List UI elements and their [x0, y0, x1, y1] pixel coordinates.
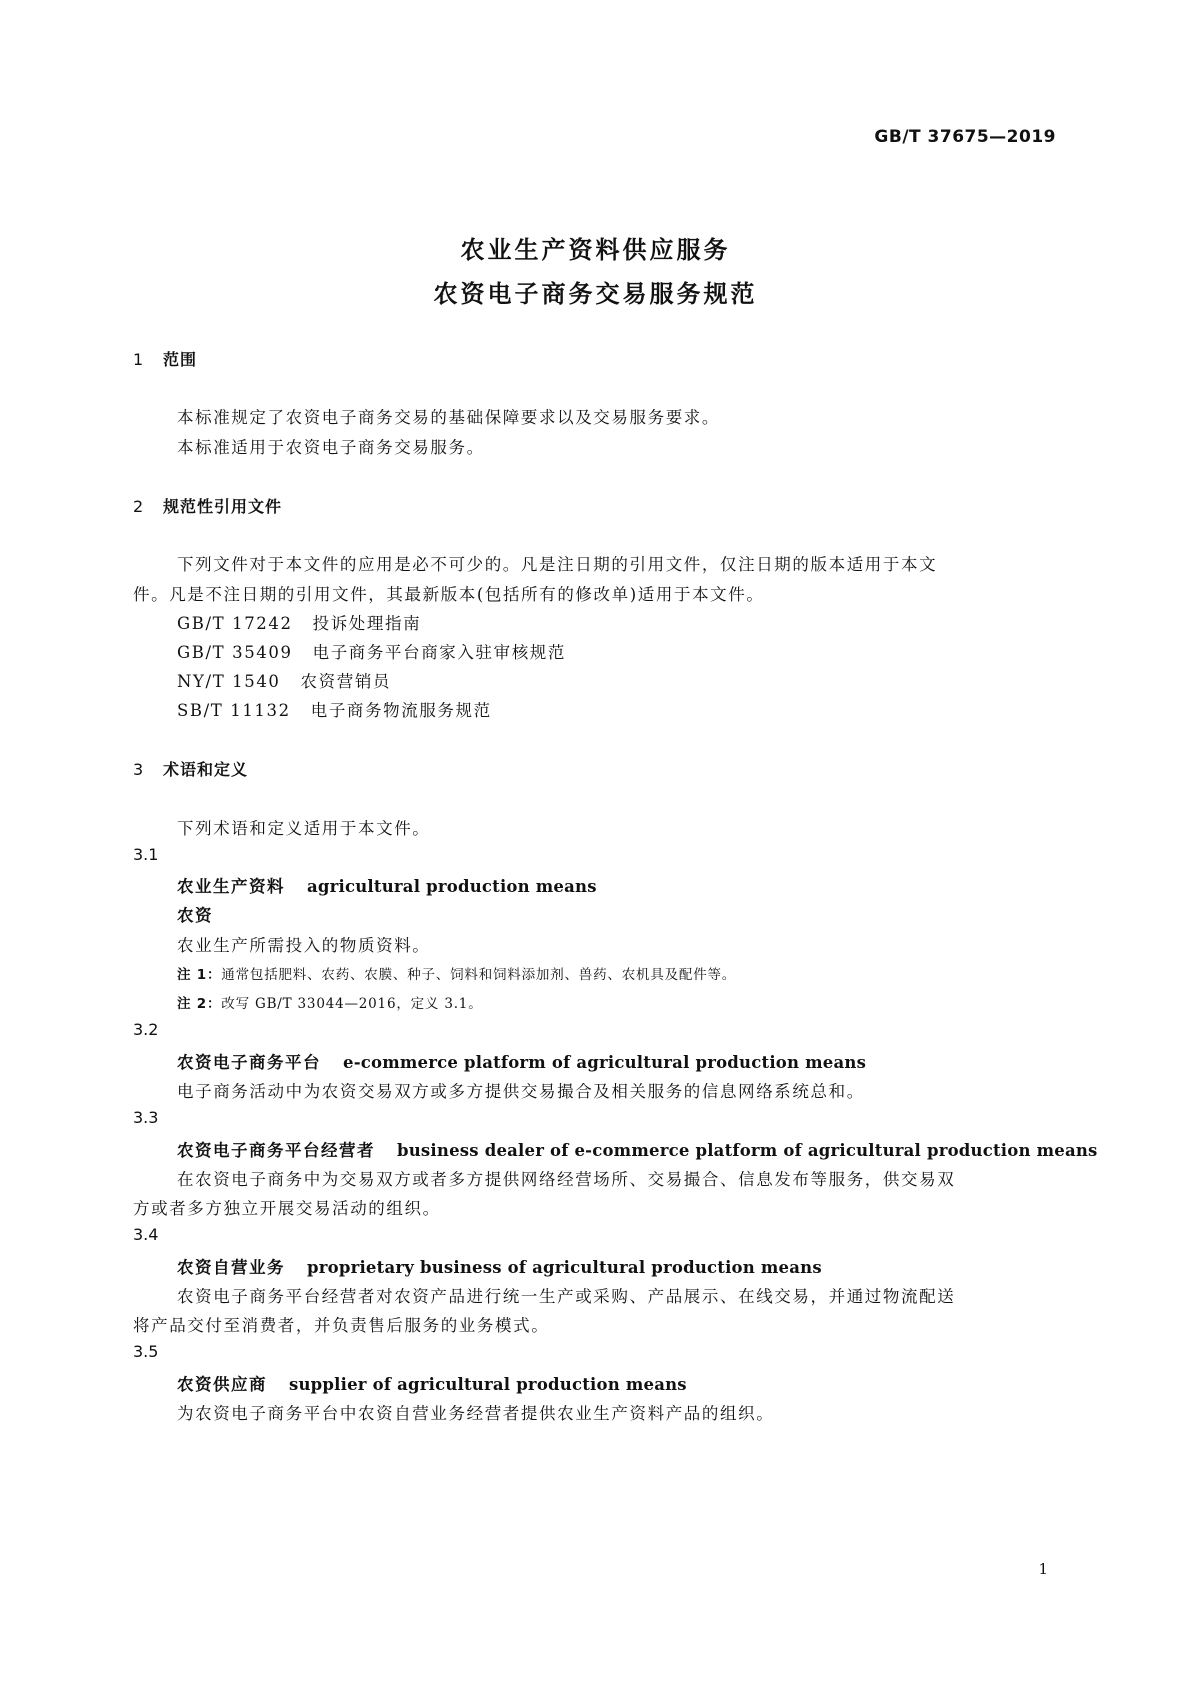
reference-code: NY/T 1540	[177, 672, 281, 691]
terms-intro: 下列术语和定义适用于本文件。	[177, 819, 431, 838]
section-3-heading	[133, 757, 248, 780]
reference-name: 农资营销员	[300, 672, 392, 691]
term-en: agricultural production means	[307, 877, 597, 896]
term-definition-line-2: 将产品交付至消费者，并负责售后服务的业务模式。	[133, 1316, 550, 1335]
term-zh: 农资供应商	[177, 1375, 267, 1394]
term-definition-line-2: 方或者多方独立开展交易活动的组织。	[133, 1199, 441, 1218]
standard-code: GB/T 37675—2019	[874, 127, 1056, 147]
section-2-heading	[133, 494, 282, 517]
term-note-1	[177, 963, 736, 983]
section-number: 1	[133, 350, 145, 369]
term-alt	[177, 902, 213, 926]
reference-item	[177, 697, 492, 721]
term-en: proprietary business of agricultural production means	[307, 1258, 822, 1277]
note-label: 注 1：	[177, 967, 222, 983]
term-heading	[177, 873, 597, 897]
term-definition-line-1: 在农资电子商务中为交易双方或者多方提供网络经营场所、交易撮合、信息发布等服务，供交易双	[177, 1170, 956, 1189]
term-definition: 农业生产所需投入的物质资料。	[177, 936, 431, 955]
title-line-1: 农业生产资料供应服务	[460, 236, 731, 264]
section-title: 规范性引用文件	[163, 497, 283, 516]
reference-code: GB/T 17242	[177, 614, 293, 633]
page-number: 1	[1038, 1560, 1048, 1578]
reference-name: 电子商务平台商家入驻审核规范	[312, 643, 567, 662]
term-definition: 为农资电子商务平台中农资自营业务经营者提供农业生产资料产品的组织。	[177, 1404, 775, 1423]
reference-item	[177, 610, 421, 634]
section-title: 术语和定义	[163, 760, 249, 779]
term-en: business dealer of e-commerce platform of agricultural production means	[397, 1141, 1098, 1160]
clause-number: 3.5	[133, 1342, 159, 1361]
reference-item	[177, 639, 566, 663]
reference-name: 电子商务物流服务规范	[310, 701, 492, 720]
section-number: 3	[133, 760, 145, 779]
note-text: 通常包括肥料、农药、农膜、种子、饲料和饲料添加剂、兽药、农机具及配件等。	[221, 967, 737, 983]
note-text: 改写 GB/T 33044—2016，定义 3.1。	[221, 996, 483, 1012]
term-definition-line-1: 农资电子商务平台经营者对农资产品进行统一生产或采购、产品展示、在线交易，并通过物流配送	[177, 1287, 956, 1306]
references-intro-line-1: 下列文件对于本文件的应用是必不可少的。凡是注日期的引用文件，仅注日期的版本适用于本文	[177, 555, 938, 574]
term-zh: 农资电子商务平台	[177, 1053, 321, 1072]
reference-item	[177, 668, 391, 692]
section-1-heading	[133, 347, 197, 370]
clause-number: 3.2	[133, 1020, 159, 1039]
term-heading	[177, 1049, 866, 1073]
reference-name: 投诉处理指南	[312, 614, 422, 633]
term-zh: 农资自营业务	[177, 1258, 285, 1277]
term-note-2	[177, 992, 483, 1012]
term-alt-zh: 农资	[177, 906, 213, 925]
clause-number: 3.1	[133, 845, 159, 864]
term-en: supplier of agricultural production means	[289, 1375, 687, 1394]
term-en: e-commerce platform of agricultural production means	[343, 1053, 867, 1072]
scope-paragraph-1: 本标准规定了农资电子商务交易的基础保障要求以及交易服务要求。	[177, 408, 720, 427]
title-line-2: 农资电子商务交易服务规范	[433, 280, 758, 308]
reference-code: SB/T 11132	[177, 701, 291, 720]
section-number: 2	[133, 497, 145, 516]
term-heading	[177, 1137, 1098, 1161]
term-heading	[177, 1371, 687, 1395]
term-zh: 农资电子商务平台经营者	[177, 1141, 375, 1160]
term-zh: 农业生产资料	[177, 877, 285, 896]
note-label: 注 2：	[177, 996, 222, 1012]
term-definition: 电子商务活动中为农资交易双方或多方提供交易撮合及相关服务的信息网络系统总和。	[177, 1082, 865, 1101]
reference-code: GB/T 35409	[177, 643, 293, 662]
clause-number: 3.4	[133, 1225, 159, 1244]
scope-paragraph-2: 本标准适用于农资电子商务交易服务。	[177, 438, 485, 457]
references-intro-line-2: 件。凡是不注日期的引用文件，其最新版本(包括所有的修改单)适用于本文件。	[133, 585, 765, 604]
section-title: 范围	[163, 350, 198, 369]
term-heading	[177, 1254, 822, 1278]
clause-number: 3.3	[133, 1108, 159, 1127]
